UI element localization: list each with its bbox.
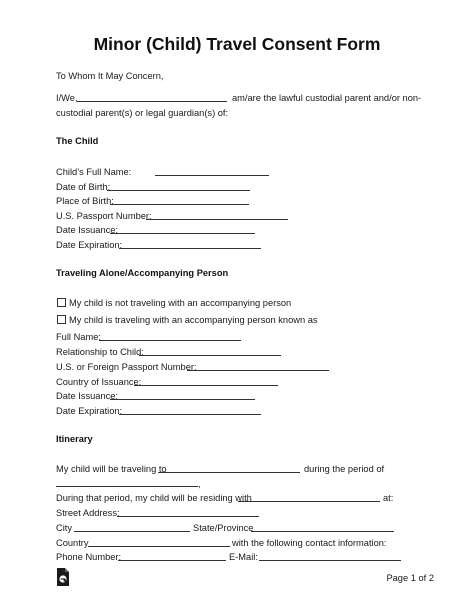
- companion-issuance-label: Date Issuance:: [56, 391, 119, 401]
- traveling-section-heading: Traveling Alone/Accompanying Person: [56, 268, 229, 278]
- country-field[interactable]: [88, 546, 230, 547]
- country-issuance-label: Country of Issuance:: [56, 377, 142, 387]
- relationship-field[interactable]: [139, 355, 281, 356]
- child-section-heading: The Child: [56, 136, 99, 146]
- country-issuance-field[interactable]: [134, 385, 278, 386]
- child-issuance-label: Date Issuance:: [56, 225, 119, 235]
- companion-passport-label: U.S. or Foreign Passport Number:: [56, 362, 197, 372]
- state-field[interactable]: [251, 531, 394, 532]
- street-address-field[interactable]: [117, 516, 259, 517]
- phone-field[interactable]: [118, 560, 226, 561]
- country-label: Country: [56, 538, 89, 548]
- companion-passport-field[interactable]: [187, 370, 329, 371]
- contact-info-label: with the following contact information:: [232, 538, 387, 548]
- child-passport-field[interactable]: [146, 219, 288, 220]
- phone-label: Phone Number:: [56, 552, 122, 562]
- destination-field[interactable]: [158, 472, 300, 473]
- at-label: at:: [383, 493, 394, 503]
- intro-suffix: am/are the lawful custodial parent and/or non-: [232, 93, 422, 103]
- child-dob-label: Date of Birth:: [56, 182, 111, 192]
- companion-issuance-field[interactable]: [110, 399, 255, 400]
- child-expiration-field[interactable]: [119, 248, 261, 249]
- email-label: E-Mail:: [229, 552, 258, 562]
- child-expiration-label: Date Expiration:: [56, 240, 123, 250]
- child-issuance-field[interactable]: [110, 233, 255, 234]
- child-dob-field[interactable]: [107, 190, 250, 191]
- parent-name-field[interactable]: [77, 101, 227, 102]
- city-field[interactable]: [74, 531, 190, 532]
- alone-option-label: My child is not traveling with an accompanying person: [69, 298, 292, 308]
- child-pob-field[interactable]: [110, 204, 249, 205]
- relationship-label: Relationship to Child:: [56, 347, 144, 357]
- intro-prefix: I/We,: [56, 93, 78, 103]
- street-address-label: Street Address:: [56, 508, 120, 518]
- child-full-name-field[interactable]: [155, 175, 269, 176]
- traveling-to-label: My child will be traveling to: [56, 464, 167, 474]
- email-field[interactable]: [259, 560, 401, 561]
- child-pob-label: Place of Birth:: [56, 196, 114, 206]
- accompanied-checkbox[interactable]: [57, 315, 66, 324]
- travel-period-field[interactable]: [56, 486, 198, 487]
- page-number: Page 1 of 2: [386, 573, 434, 583]
- itinerary-section-heading: Itinerary: [56, 434, 93, 444]
- period-comma: ,: [198, 479, 201, 489]
- form-title: Minor (Child) Travel Consent Form: [93, 34, 381, 54]
- host-name-field[interactable]: [238, 501, 380, 502]
- alone-checkbox[interactable]: [57, 298, 66, 307]
- state-label: State/Province: [193, 523, 254, 533]
- companion-name-label: Full Name:: [56, 332, 101, 342]
- child-full-name-label: Child’s Full Name:: [56, 167, 132, 177]
- city-label: City: [56, 523, 73, 533]
- residing-label: During that period, my child will be residing with: [56, 493, 252, 503]
- companion-name-field[interactable]: [99, 340, 241, 341]
- companion-expiration-field[interactable]: [119, 414, 261, 415]
- greeting: To Whom It May Concern,: [56, 71, 164, 81]
- intro-line2: custodial parent(s) or legal guardian(s) of:: [56, 108, 229, 118]
- companion-expiration-label: Date Expiration:: [56, 406, 123, 416]
- accompanied-option-label: My child is traveling with an accompanying person known as: [69, 315, 318, 325]
- eforms-logo-icon: [56, 567, 70, 587]
- period-label: during the period of: [304, 464, 385, 474]
- child-passport-label: U.S. Passport Number:: [56, 211, 152, 221]
